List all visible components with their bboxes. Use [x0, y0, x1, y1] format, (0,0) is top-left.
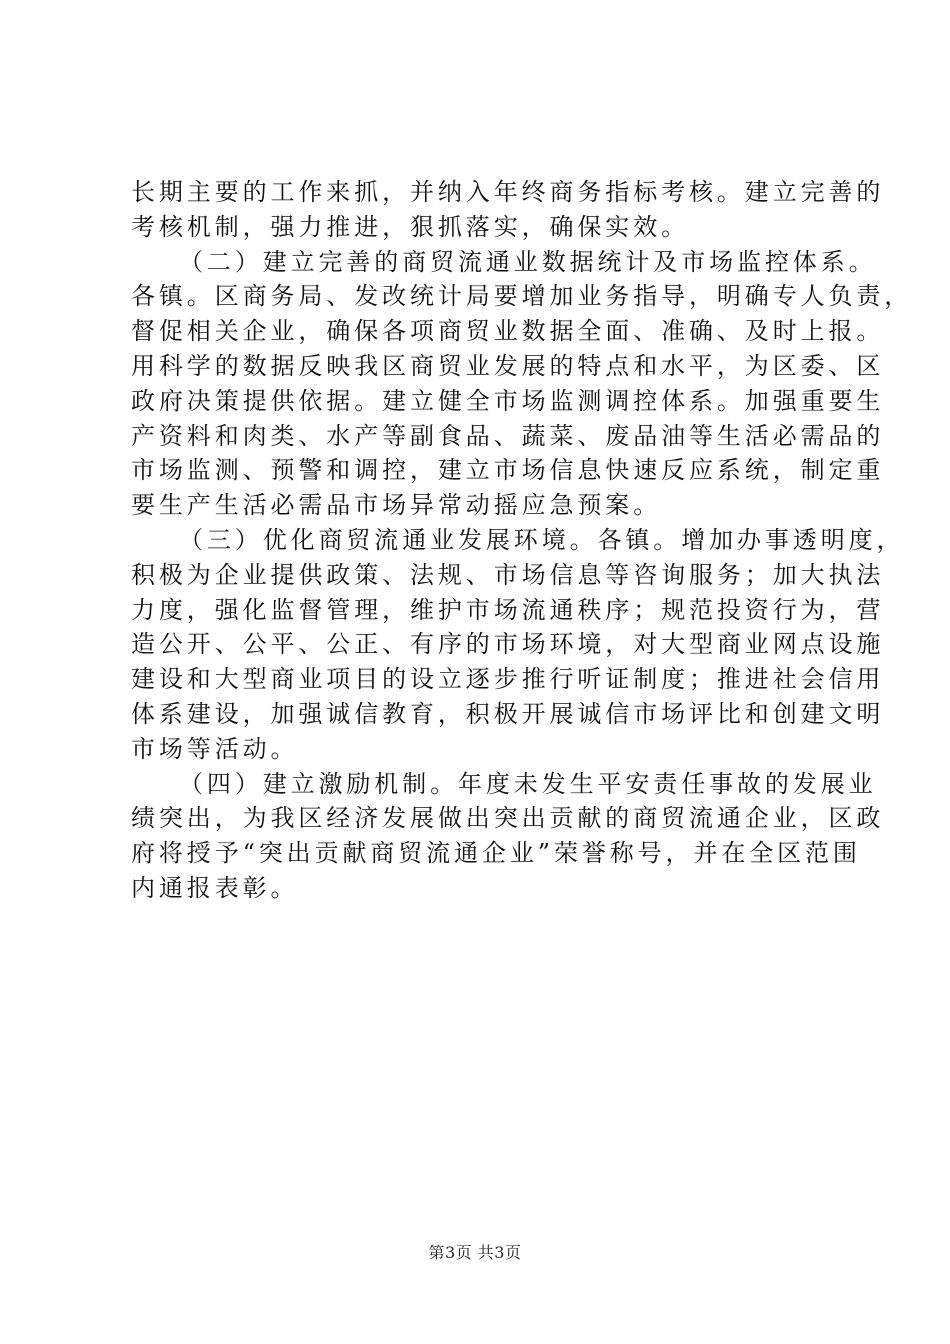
- text-line: 府将授予“突出贡献商贸流通企业”荣誉称号，并在全区范围: [131, 839, 861, 868]
- text-line: 用科学的数据反映我区商贸业发展的特点和水平，为区委、区: [131, 351, 885, 380]
- text-line: 造公开、公平、公正、有序的市场环境，对大型商业网点设施: [131, 630, 885, 659]
- text-line: 各镇。区商务局、发改统计局要增加业务指导，明确专人负责，: [131, 282, 913, 311]
- section-heading-line: （四）建立激励机制。年度未发生平安责任事故的发展业: [179, 769, 877, 798]
- text-line: 政府决策提供依据。建立健全市场监测调控体系。加强重要生: [131, 386, 885, 415]
- text-line: 产资料和肉类、水产等副食品、蔬菜、废品油等生活必需品的: [131, 421, 885, 450]
- text-line: 市场等活动。: [131, 734, 299, 763]
- text-line: 积极为企业提供政策、法规、市场信息等咨询服务；加大执法: [131, 560, 885, 589]
- text-line: 市场监测、预警和调控，建立市场信息快速反应系统，制定重: [131, 456, 885, 485]
- text-line: 绩突出，为我区经济发展做出突出贡献的商贸流通企业，区政: [131, 804, 885, 833]
- text-line: 力度，强化监督管理，维护市场流通秩序；规范投资行为，营: [131, 595, 885, 624]
- document-body: [131, 175, 913, 906]
- text-line: 体系建设，加强诚信教育，积极开展诚信市场评比和创建文明: [131, 699, 885, 728]
- text-line: 内通报表彰。: [131, 873, 299, 902]
- text-line: 长期主要的工作来抓，并纳入年终商务指标考核。建立完善的: [131, 178, 885, 206]
- section-heading-line: （二）建立完善的商贸流通业数据统计及市场监控体系。: [179, 247, 877, 276]
- page-number-footer: 第3页 共3页: [428, 1243, 522, 1262]
- text-line: 建设和大型商业项目的设立逐步推行听证制度；推进社会信用: [131, 665, 885, 694]
- text-line: 要生产生活必需品市场异常动摇应急预案。: [131, 491, 662, 520]
- section-heading-line: （三）优化商贸流通业发展环境。各镇。增加办事透明度，: [179, 525, 905, 554]
- text-line: 督促相关企业，确保各项商贸业数据全面、准确、及时上报。: [131, 317, 885, 346]
- text-line: 考核机制，强力推进，狠抓落实，确保实效。: [131, 212, 689, 241]
